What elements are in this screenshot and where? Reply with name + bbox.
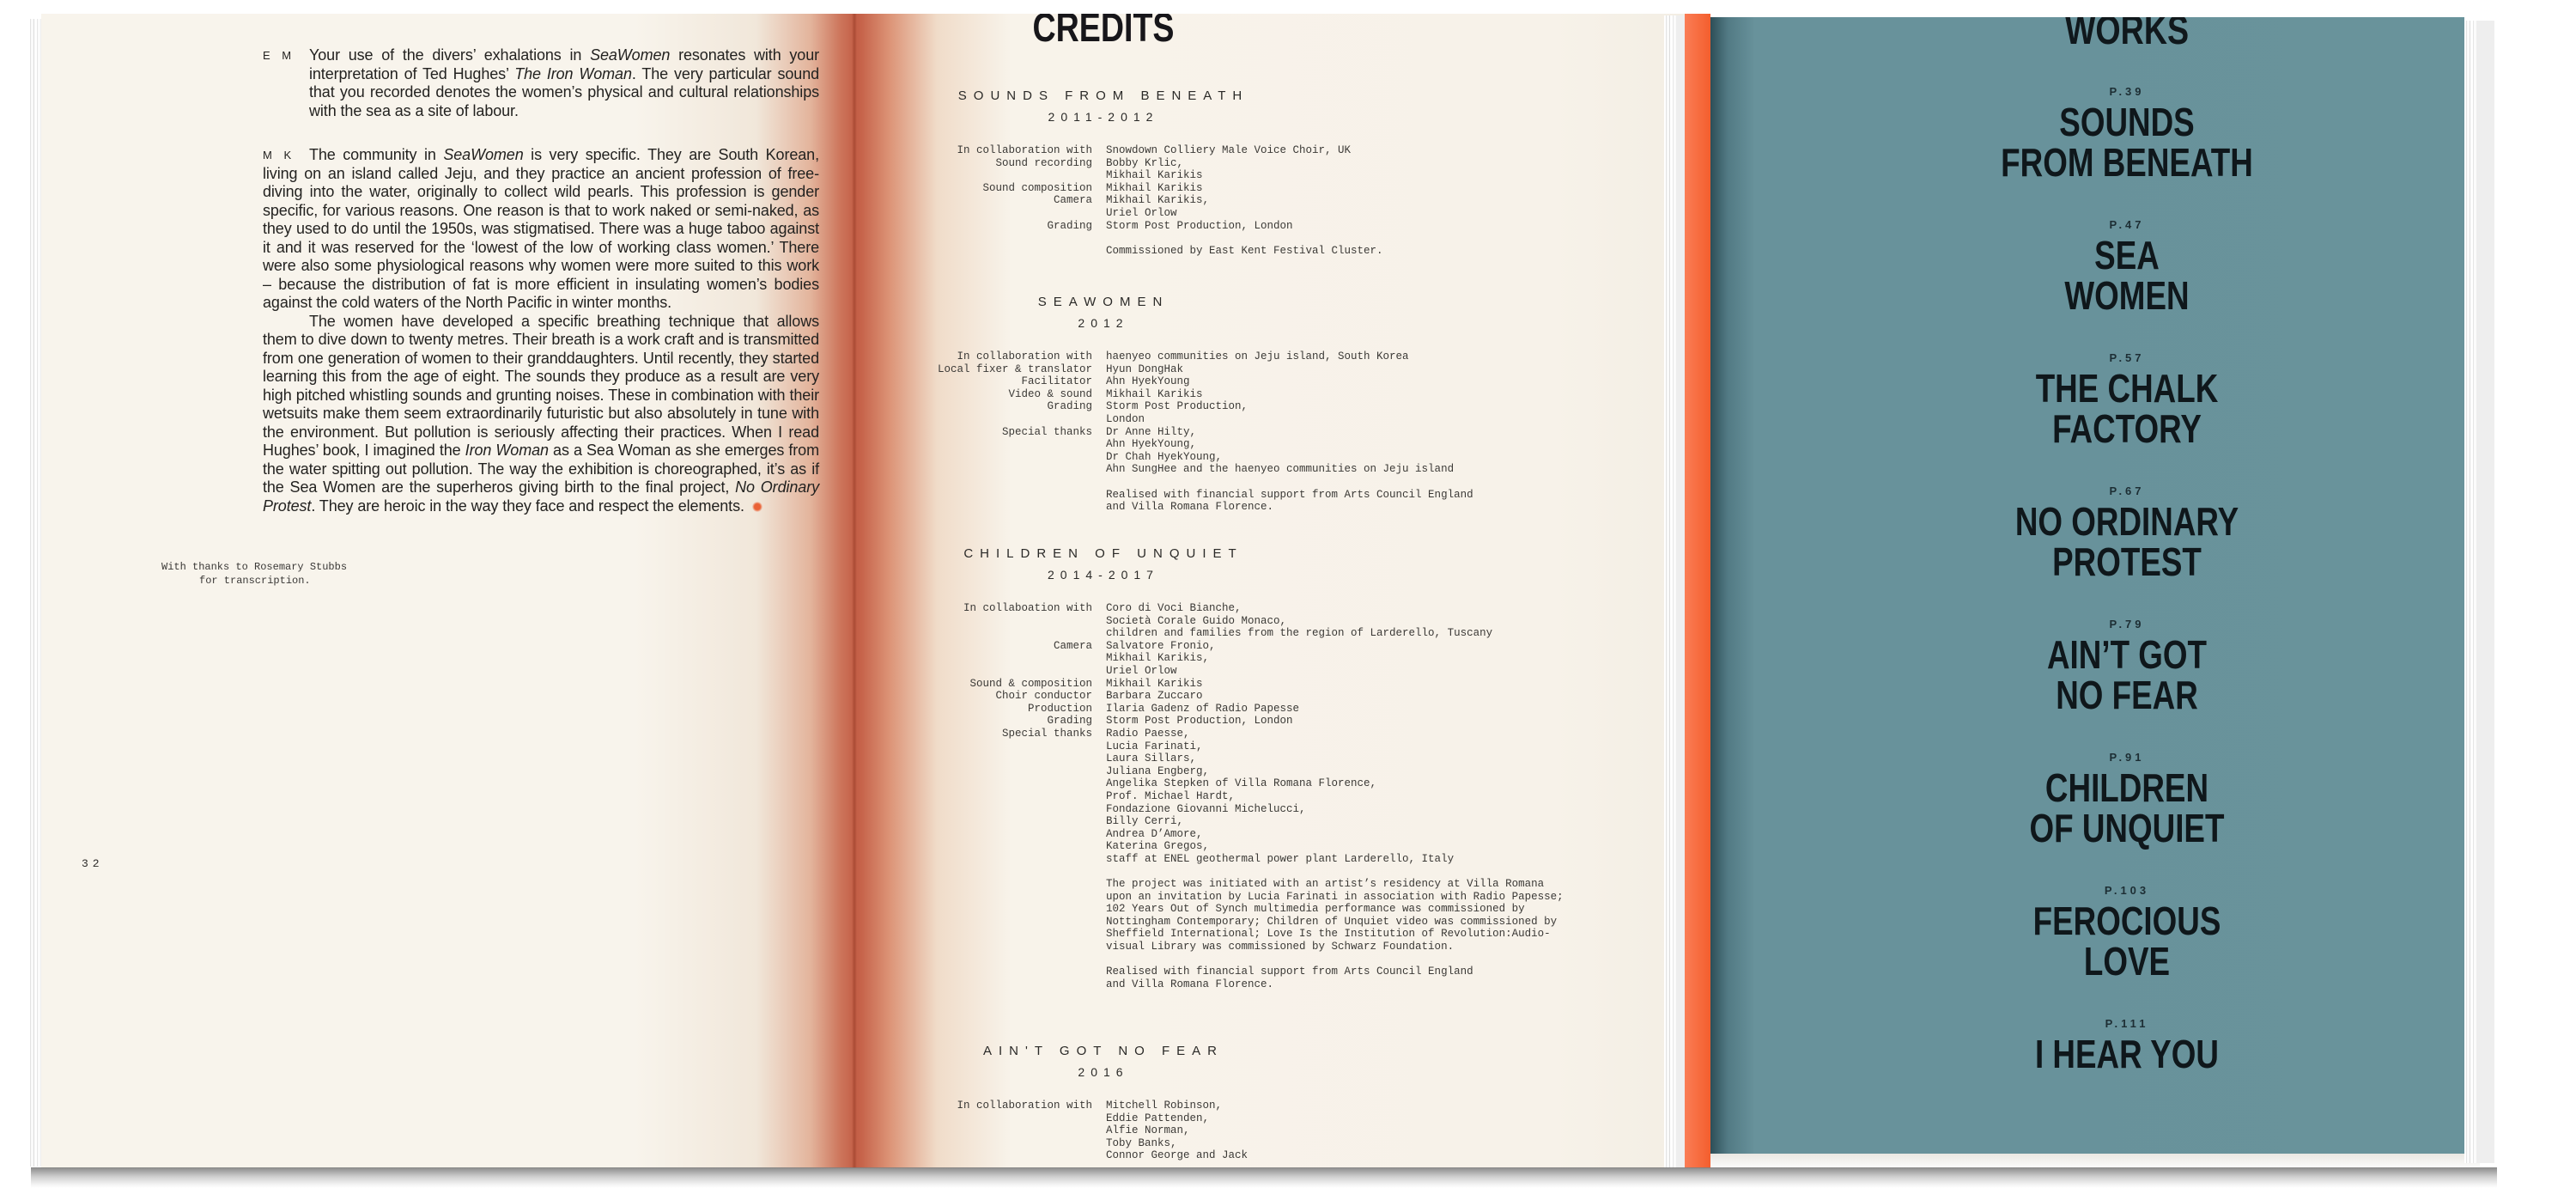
credit-label: In collaboration with (957, 144, 1092, 156)
credit-label: Facilitator (1021, 375, 1092, 388)
credits-row (932, 182, 1593, 195)
paragraph-text (309, 46, 819, 120)
footnote-line: for transcription. (199, 575, 311, 587)
contents-entry-title-line: WOMEN (2064, 273, 2190, 318)
credit-value (1106, 426, 1454, 476)
contents-entry-title-line: NO FEAR (2056, 673, 2198, 717)
section-title: SOUNDS FROM BENEATH (957, 88, 1249, 103)
text-segment: resonates with your interpretation of Ted Hughes’ (309, 46, 820, 82)
credits-section (932, 86, 1593, 257)
credit-value (1106, 194, 1209, 219)
middle-page-fore-edge (1664, 15, 1685, 1168)
credits-row (932, 728, 1593, 866)
orange-dot-icon (752, 502, 762, 512)
contents-entry-title-line: OF UNQUIET (2029, 806, 2225, 850)
credit-value (1106, 640, 1216, 678)
contents-entry-page-number: P.47 (2109, 218, 2145, 231)
credits-row (932, 878, 1593, 953)
contents-entry-page-number: P.111 (2105, 1017, 2149, 1030)
credits-row (932, 690, 1593, 703)
credits-row (932, 640, 1593, 678)
credit-value-line: Barbara Zuccaro (1106, 690, 1203, 703)
credits-section-heading (932, 86, 1275, 127)
transcription-footnote (161, 560, 347, 588)
contents-entry-title-line: I HEAR YOU (2034, 1032, 2220, 1076)
contents-entry-page-number: P.103 (2104, 884, 2150, 897)
credit-value-line: Coro di Voci Bianche, (1106, 602, 1242, 614)
section-rows (932, 350, 1593, 514)
credit-value-line: Juliana Engberg, (1106, 765, 1210, 777)
gutter-fold (852, 14, 857, 1168)
contents-entry-title-line: FROM BENEATH (2001, 140, 2253, 185)
text-segment: is very specific. They are South Korean, living on an island called Jeju, and they practice an ancient profession of free-diving into the water, originally to collect wild pearls. This profession is gender specific, for various reasons. One reason is that to work naked or semi-naked, as they used to do until the 1950s, was stigmatised. There was a huge taboo against it and it was reserved for the ‘lowest of the low of working class women.’ There were also some physiological reasons why women were more suited to this work – because the distribution of fat is more efficient in insulating women’s bodies against the cold waters of the North Pacific in winter months. (263, 146, 819, 311)
page-number: 32 (82, 857, 104, 870)
credit-value-line: and Villa Romana Florence. (1106, 501, 1274, 514)
speaker-label: M K (263, 149, 296, 161)
credit-label: Grading (1047, 715, 1092, 728)
contents-entry-title-line: SOUNDS (2059, 100, 2195, 144)
credit-value-line: Fondazione Giovanni Michelucci, (1106, 802, 1306, 815)
credit-value-line: Dr Anne Hilty, (1106, 425, 1197, 438)
credit-value (1106, 489, 1473, 514)
credit-value-line: Connor George and Jack (1106, 1149, 1249, 1162)
section-years: 2016 (1078, 1065, 1129, 1079)
credit-value-line: Ahn HyekYoung, (1106, 438, 1197, 451)
credits-row (932, 144, 1593, 157)
contents-entry-title-line: FACTORY (2052, 406, 2202, 451)
credits-section-heading (932, 1041, 1275, 1082)
credit-label: Video & sound (1008, 387, 1092, 400)
contents-entry (1809, 1016, 2445, 1075)
credits-row (932, 363, 1593, 376)
credit-label: In collaboration with (957, 350, 1092, 362)
paragraph-text (263, 146, 819, 313)
contents-entry (1809, 750, 2445, 849)
credit-value-line: Snowdown Colliery Male Voice Choir, UK (1106, 144, 1352, 156)
credits-row (932, 220, 1593, 233)
credit-value-line: The project was initiated with an artist’s residency at Villa Romana (1106, 878, 1545, 891)
credit-value (1106, 678, 1203, 691)
section-years: 2011-2012 (1048, 110, 1159, 124)
credit-value-line: visual Library was commissioned by Schwarz Foundation. (1106, 941, 1455, 953)
credit-value-line: Andrea D’Amore, (1106, 827, 1203, 840)
credits-row (932, 350, 1593, 363)
credits-row (932, 375, 1593, 388)
right-page-fore-edge (2464, 21, 2494, 1163)
contents-entry-page-number: P.39 (2109, 85, 2145, 98)
credit-value-line: Prof. Michael Hardt, (1106, 789, 1236, 802)
section-title: SEAWOMEN (1037, 295, 1170, 309)
credit-value (1106, 715, 1293, 728)
credit-value-line: upon an invitation by Lucia Farinati in association with Radio Papesse; (1106, 890, 1564, 903)
text-segment: The women have developed a specific breathing technique that allows them to dive down to twenty metres. Their breath is a work craft and is transmitted from one generation of women to their granddaughters. Until recently, they started learning this from the age of eight. The sounds they produce as a result are very high pitched whistling sounds and grunting noises. These in combination with their wetsuits make them seem extraordinarily futuristic but also absolutely in tune with the environment. But pollution is seriously affecting their practices. When I read Hughes’ book, I imagined the (263, 312, 819, 459)
credit-value-line: Mikhail Karikis, (1106, 194, 1210, 207)
italic-title: No Ordinary Protest (263, 478, 820, 515)
credit-label: Local fixer & translator (937, 362, 1092, 375)
credit-label (932, 878, 1092, 953)
credit-value (1106, 388, 1203, 401)
credit-value-line: Mikhail Karikis (1106, 387, 1203, 400)
left-page-fore-edge (28, 19, 41, 1167)
credit-value (1106, 182, 1203, 195)
credit-value-line: Billy Cerri, (1106, 815, 1184, 828)
credit-value (1106, 728, 1454, 866)
interview-text-column (263, 46, 819, 515)
credit-value (1106, 144, 1351, 157)
credit-label: Grading (1047, 219, 1092, 232)
footnote-line: With thanks to Rosemary Stubbs (161, 561, 348, 573)
contents-entry-page-number: P.79 (2109, 618, 2145, 631)
paragraph-text (263, 313, 819, 516)
credit-label: Production (1027, 702, 1092, 715)
credit-value-line: Ahn SungHee and the haenyeo communities on Jeju island (1106, 463, 1455, 476)
credit-value-line: staff at ENEL geothermal power plant Larderello, Italy (1106, 852, 1455, 865)
interview-paragraph (263, 146, 819, 313)
credit-value-line: 102 Years Out of Synch multimedia performance was commissioned by (1106, 903, 1525, 916)
contents-page (1710, 17, 2464, 1154)
contents-entry (1809, 217, 2445, 316)
contents-entry-page-number: P.57 (2109, 351, 2145, 364)
credit-label (932, 489, 1092, 514)
italic-title: SeaWomen (443, 146, 524, 163)
credits-row (932, 157, 1593, 182)
credit-value-line: Uriel Orlow (1106, 206, 1177, 219)
contents-entry-title-line: PROTEST (2052, 539, 2202, 584)
credit-value-line: Mikhail Karikis (1106, 181, 1203, 194)
credits-row (932, 703, 1593, 716)
contents-entry (1809, 883, 2445, 982)
credit-label: Camera (1053, 194, 1092, 207)
credit-label: In collaboration with (957, 1100, 1092, 1112)
credits-section (932, 1041, 1593, 1162)
credits-row (932, 400, 1593, 425)
credit-value (1106, 878, 1564, 953)
credit-value-line: Mikhail Karikis, (1106, 652, 1210, 665)
credit-value-line: Radio Paesse, (1106, 727, 1190, 740)
contents-entry (1809, 484, 2445, 582)
credit-value-line: Bobby Krlic, (1106, 156, 1184, 169)
credits-row (932, 715, 1593, 728)
contents-heading: WORKS (2064, 17, 2190, 52)
credit-label: Sound recording (995, 156, 1092, 169)
text-segment: Your use of the divers’ exhalations in (309, 46, 591, 64)
credit-label (932, 966, 1092, 990)
credit-value-line: Nottingham Contemporary; Children of Unquiet video was commissioned by (1106, 915, 1558, 928)
credit-value (1106, 350, 1409, 363)
credits-row (932, 426, 1593, 476)
table-of-contents (1809, 17, 2445, 1075)
credit-label: Choir conductor (995, 690, 1092, 703)
interview-paragraph (263, 313, 819, 516)
section-years: 2014-2017 (1048, 568, 1159, 582)
credit-label: Camera (1053, 639, 1092, 652)
contents-entry-page-number: P.67 (2109, 484, 2145, 497)
contents-entry (1809, 350, 2445, 449)
credit-value (1106, 220, 1293, 233)
credit-value-line: Angelika Stepken of Villa Romana Florence, (1106, 777, 1377, 790)
section-title: AIN'T GOT NO FEAR (983, 1044, 1224, 1058)
credit-value-line: Ahn HyekYoung (1106, 375, 1190, 388)
credit-value-line: Katerina Gregos, (1106, 840, 1210, 853)
credit-value (1106, 375, 1190, 388)
credit-value-line: Hyun DongHak (1106, 362, 1184, 375)
contents-entry (1809, 84, 2445, 183)
credits-row (932, 245, 1593, 258)
credit-value (1106, 1100, 1248, 1162)
credit-value (1106, 690, 1203, 703)
credits-section (932, 544, 1593, 990)
italic-title: The Iron Woman (514, 64, 632, 82)
credit-value-line: Realised with financial support from Arts Council England (1106, 966, 1473, 978)
contents-entry-title-line: AIN’T GOT (2046, 632, 2208, 677)
text-segment: . The very particular sound that you recorded denotes the women’s physical and cultural relationships with the sea as a site of labour. (309, 64, 820, 119)
credit-value-line: and Villa Romana Florence. (1106, 978, 1274, 990)
contents-entry-title-line: LOVE (2083, 939, 2171, 984)
credit-label: In collaboation with (963, 602, 1092, 614)
text-segment: The community in (309, 146, 444, 163)
contents-entry-title-line: NO ORDINARY (2014, 499, 2239, 544)
credit-value-line: haenyeo communities on Jeju island, South Korea (1106, 350, 1409, 362)
credit-value (1106, 157, 1203, 182)
credits-row (932, 678, 1593, 691)
contents-entry (1809, 617, 2445, 716)
credits-row (932, 966, 1593, 990)
contents-entry-title-line: SEA (2094, 233, 2160, 277)
credit-value-line: Laura Sillars, (1106, 752, 1197, 765)
italic-title: Iron Woman (465, 442, 549, 459)
credits-page-title: CREDITS (1032, 14, 1175, 50)
credit-value-line: Toby Banks, (1106, 1136, 1177, 1149)
section-rows (932, 144, 1593, 257)
contents-entry-title-line: FEROCIOUS (2032, 899, 2221, 943)
credit-value (1106, 363, 1183, 376)
credit-value (1106, 400, 1248, 425)
credit-value-line: Ilaria Gadenz of Radio Papesse (1106, 702, 1300, 715)
credit-value-line: Mikhail Karikis (1106, 169, 1203, 182)
credit-label: Sound composition (982, 181, 1092, 194)
credit-label: Sound & composition (969, 677, 1092, 690)
credit-value-line: Salvatore Fronio, (1106, 639, 1216, 652)
credit-value-line: Storm Post Production, London (1106, 715, 1293, 728)
open-pages (41, 14, 1685, 1168)
credit-value (1106, 602, 1492, 640)
contents-entry-page-number: P.91 (2109, 751, 2145, 764)
credits-row (932, 489, 1593, 514)
credit-value-line: Dr Chah HyekYoung, (1106, 450, 1223, 463)
credit-value-line: Mitchell Robinson, (1106, 1100, 1223, 1112)
credit-label (932, 245, 1092, 258)
credit-value-line: Sheffield International; Love Is the Institution of Revolution:Audio- (1106, 928, 1551, 941)
contents-page-underside (1710, 1154, 2480, 1167)
credit-value-line: Mikhail Karikis (1106, 677, 1203, 690)
credit-value-line: Società Corale Guido Monaco, (1106, 614, 1287, 627)
credit-value-line: Eddie Pattenden, (1106, 1112, 1210, 1124)
section-rows (932, 602, 1593, 990)
credit-value-line: London (1106, 412, 1145, 425)
credit-value-line: Commissioned by East Kent Festival Cluster. (1106, 244, 1383, 257)
interview-paragraph (263, 46, 819, 120)
credits-row (932, 388, 1593, 401)
contents-entry-title-line: CHILDREN (2044, 765, 2209, 810)
credit-value (1106, 966, 1473, 990)
credit-value-line: Realised with financial support from Arts Council England (1106, 488, 1473, 501)
text-segment: . They are heroic in the way they face and respect the elements. (311, 497, 744, 515)
credit-value-line: Uriel Orlow (1106, 664, 1177, 677)
credits-row (932, 602, 1593, 640)
contents-entry-title-line: THE CHALK (2035, 366, 2219, 411)
speaker-label: E M (263, 49, 296, 62)
credits-section-heading (932, 292, 1275, 333)
credit-value-line: Storm Post Production, (1106, 400, 1249, 413)
credit-label: Special thanks (1001, 425, 1092, 438)
credit-value-line: Storm Post Production, London (1106, 219, 1293, 232)
credits-row (932, 1100, 1593, 1162)
credits-section (932, 292, 1593, 514)
credits-row (932, 194, 1593, 219)
credit-value-line: Lucia Farinati, (1106, 740, 1203, 752)
book-drop-shadow (31, 1167, 2497, 1188)
italic-title: SeaWomen (590, 46, 671, 64)
section-title: CHILDREN OF UNQUIET (963, 546, 1243, 561)
section-rows (932, 1100, 1593, 1162)
credits-section-heading (932, 544, 1275, 585)
credit-label: Special thanks (1001, 727, 1092, 740)
credits-sections (932, 86, 1593, 1168)
text-segment: as a Sea Woman as she emerges from the water spitting out pollution. The way the exhibition is choreographed, it’s as if the Sea Women are the superheros giving birth to the final project, (263, 442, 819, 496)
credit-value (1106, 703, 1299, 716)
section-years: 2012 (1078, 316, 1129, 330)
credit-value-line: Alfie Norman, (1106, 1124, 1190, 1137)
orange-divider-stripe (1685, 14, 1710, 1168)
credit-value (1106, 245, 1383, 258)
credit-value-line: children and families from the region of Larderello, Tuscany (1106, 627, 1493, 640)
credit-label: Grading (1047, 400, 1092, 413)
